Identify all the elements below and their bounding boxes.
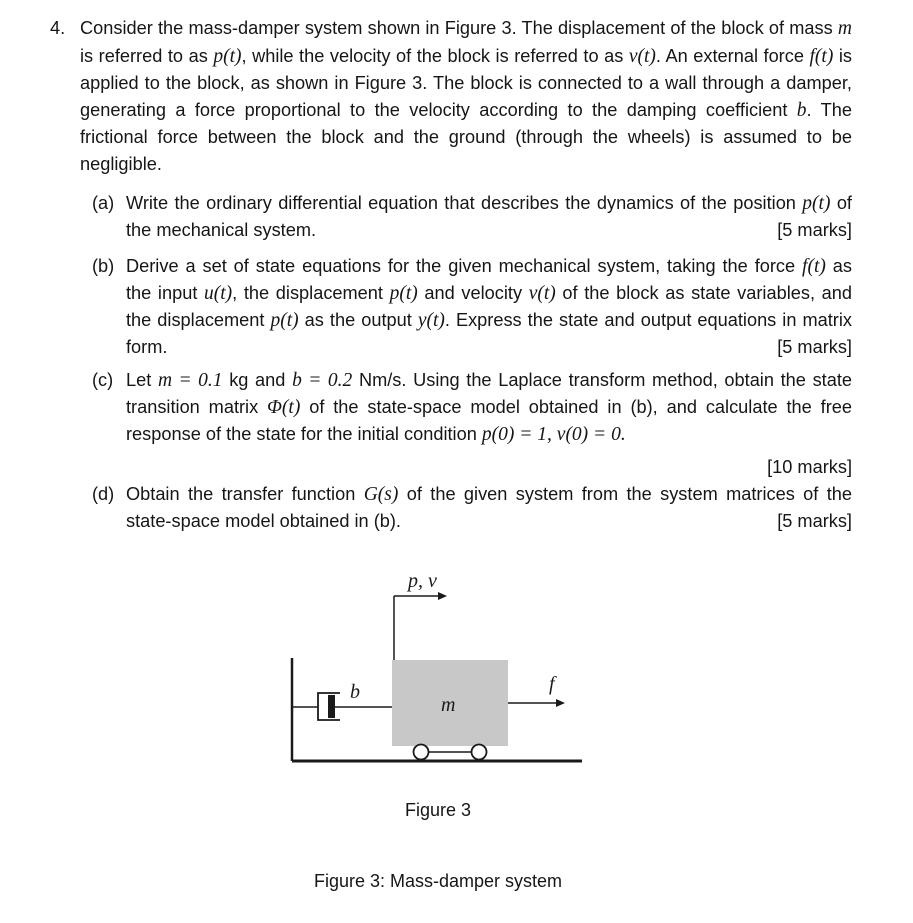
pv-arrowhead-icon [438,592,447,600]
part-a: (a) Write the ordinary differential equation that describes the dynamics of the position p(t) of the mechanical system. [5 marks] [92,190,852,243]
wheels-icon [414,745,487,760]
figure-caption: Figure 3: Mass-damper system [313,871,563,891]
force-arrowhead-icon [556,699,565,707]
pv-label: p, v [408,570,437,592]
mass-damper-diagram [280,560,600,775]
damper-b-label: b [350,681,360,703]
damper-icon [292,693,392,720]
part-d: (d) Obtain the transfer function G(s) of the given system from the system matrices of the state-space model obtained in (b). [5 marks] [92,481,852,534]
part-c: (c) Let m = 0.1 kg and b = 0.2 Nm/s. Using the Laplace transform method, obtain the state transition matrix Φ(t) of the state-space model obtained in (b), and calculate the free response of the state for the initial condition p(0) = 1, v(0) = 0. [10 marks] [92,367,852,480]
figure-label: Figure 3 [404,800,472,820]
part-c-label: (c) [92,370,114,390]
math-p-t: p(t) [213,45,242,67]
math-b: b [796,99,807,121]
force-f-label: f [549,673,555,695]
question-number: 4. [50,18,66,38]
part-a-label: (a) [92,193,115,213]
part-d-label: (d) [92,484,115,504]
question-intro: Consider the mass-damper system shown in Figure 3. The displacement of the block of mass m is referred to as p(t), while the velocity of the block is referred to as v(t). An external force f(t) is applied to the block, as shown in Figure 3. The block is connected to a wall through a damper, generating a force proportional to the velocity according to the damping coefficient b. The frictional force between the block and the ground (through the wheels) is assumed to be negligible. [80,18,852,174]
part-c-marks: [10 marks] [767,457,852,477]
part-a-marks: [5 marks] [777,220,852,240]
part-b-marks: [5 marks] [777,337,852,357]
math-v-t: v(t) [628,45,656,67]
math-m: m [837,18,852,39]
mass-m-label: m [441,694,456,716]
part-b-label: (b) [92,256,115,276]
part-b: (b) Derive a set of state equations for the given mechanical system, taking the force f(t) as the input u(t), the displacement p(t) and velocity v(t) of the block as state variables, and the displacement p(t) as the output y(t). Express the state and output equations in matrix form. [5 marks] [92,253,852,360]
math-f-t: f(t) [809,45,834,67]
part-d-marks: [5 marks] [777,511,852,531]
